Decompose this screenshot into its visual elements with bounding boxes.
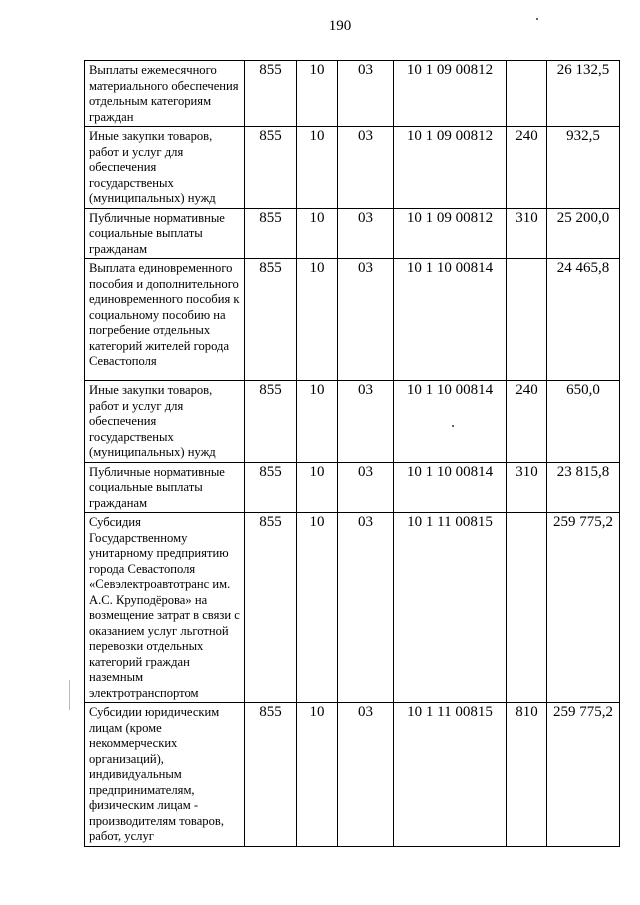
amount-cell: 26 132,5 — [547, 61, 620, 127]
expense-name-cell: Выплаты ежемесячного материального обеспечения отдельным категориям граждан — [85, 61, 245, 127]
target-article-cell: 10 1 09 00812 — [394, 127, 507, 209]
target-article-cell: 10 1 10 00814 — [394, 462, 507, 513]
amount-cell: 24 465,8 — [547, 259, 620, 381]
amount-cell: 25 200,0 — [547, 208, 620, 259]
chapter-code-cell: 855 — [245, 381, 297, 463]
expense-type-cell — [507, 259, 547, 381]
expense-type-cell: 310 — [507, 462, 547, 513]
chapter-code-cell: 855 — [245, 208, 297, 259]
amount-cell: 23 815,8 — [547, 462, 620, 513]
table-row — [85, 381, 620, 463]
section-code-cell: 10 — [297, 208, 338, 259]
subsection-code-cell: 03 — [338, 259, 394, 381]
chapter-code-cell: 855 — [245, 127, 297, 209]
amount-cell: 650,0 — [547, 381, 620, 463]
expense-type-cell — [507, 61, 547, 127]
table-row — [85, 462, 620, 513]
subsection-code-cell: 03 — [338, 208, 394, 259]
scan-speck — [452, 425, 454, 427]
page-number: 190 — [328, 18, 352, 34]
section-code-cell: 10 — [297, 513, 338, 703]
chapter-code-cell: 855 — [245, 259, 297, 381]
budget-table-body — [85, 61, 620, 847]
expense-name-cell: Субсидия Государственному унитарному предприятию города Севастополя «Севэлектроавтотранс им. А.С. Круподёрова» на возмещение затрат в связи с оказанием услуг льготной перевозки отдельных категорий граждан наземным электротранспортом — [85, 513, 245, 703]
section-code-cell: 10 — [297, 381, 338, 463]
expense-type-cell: 810 — [507, 703, 547, 847]
section-code-cell: 10 — [297, 127, 338, 209]
subsection-code-cell: 03 — [338, 703, 394, 847]
expense-name-cell: Иные закупки товаров, работ и услуг для обеспечения государственых (муниципальных) нужд — [85, 381, 245, 463]
target-article-cell: 10 1 10 00814 — [394, 259, 507, 381]
expense-type-cell — [507, 513, 547, 703]
table-row — [85, 703, 620, 847]
target-article-cell: 10 1 09 00812 — [394, 208, 507, 259]
scan-speck — [536, 18, 538, 20]
subsection-code-cell: 03 — [338, 513, 394, 703]
section-code-cell: 10 — [297, 61, 338, 127]
subsection-code-cell: 03 — [338, 462, 394, 513]
chapter-code-cell: 855 — [245, 462, 297, 513]
chapter-code-cell: 855 — [245, 703, 297, 847]
subsection-code-cell: 03 — [338, 61, 394, 127]
expense-name-cell: Субсидии юридическим лицам (кроме некоммерческих организаций), индивидуальным предпринимателям, физическим лицам - производителям товаров, работ, услуг — [85, 703, 245, 847]
target-article-cell: 10 1 09 00812 — [394, 61, 507, 127]
expense-name-cell: Выплата единовременного пособия и дополнительного единовременного пособия к социальному пособию на погребение отдельных категорий жителей города Севастополя — [85, 259, 245, 381]
section-code-cell: 10 — [297, 703, 338, 847]
margin-mark — [69, 680, 70, 710]
chapter-code-cell: 855 — [245, 513, 297, 703]
table-row — [85, 61, 620, 127]
expense-name-cell: Иные закупки товаров, работ и услуг для обеспечения государственых (муниципальных) нужд — [85, 127, 245, 209]
chapter-code-cell: 855 — [245, 61, 297, 127]
table-row — [85, 127, 620, 209]
table-row — [85, 513, 620, 703]
budget-table — [84, 60, 620, 847]
amount-cell: 259 775,2 — [547, 703, 620, 847]
section-code-cell: 10 — [297, 259, 338, 381]
expense-name-cell: Публичные нормативные социальные выплаты гражданам — [85, 208, 245, 259]
target-article-cell: 10 1 11 00815 — [394, 703, 507, 847]
target-article-cell: 10 1 11 00815 — [394, 513, 507, 703]
amount-cell: 259 775,2 — [547, 513, 620, 703]
table-row — [85, 259, 620, 381]
expense-type-cell: 240 — [507, 381, 547, 463]
subsection-code-cell: 03 — [338, 381, 394, 463]
expense-name-cell: Публичные нормативные социальные выплаты гражданам — [85, 462, 245, 513]
subsection-code-cell: 03 — [338, 127, 394, 209]
section-code-cell: 10 — [297, 462, 338, 513]
expense-type-cell: 240 — [507, 127, 547, 209]
table-row — [85, 208, 620, 259]
amount-cell: 932,5 — [547, 127, 620, 209]
expense-type-cell: 310 — [507, 208, 547, 259]
target-article-cell: 10 1 10 00814 — [394, 381, 507, 463]
